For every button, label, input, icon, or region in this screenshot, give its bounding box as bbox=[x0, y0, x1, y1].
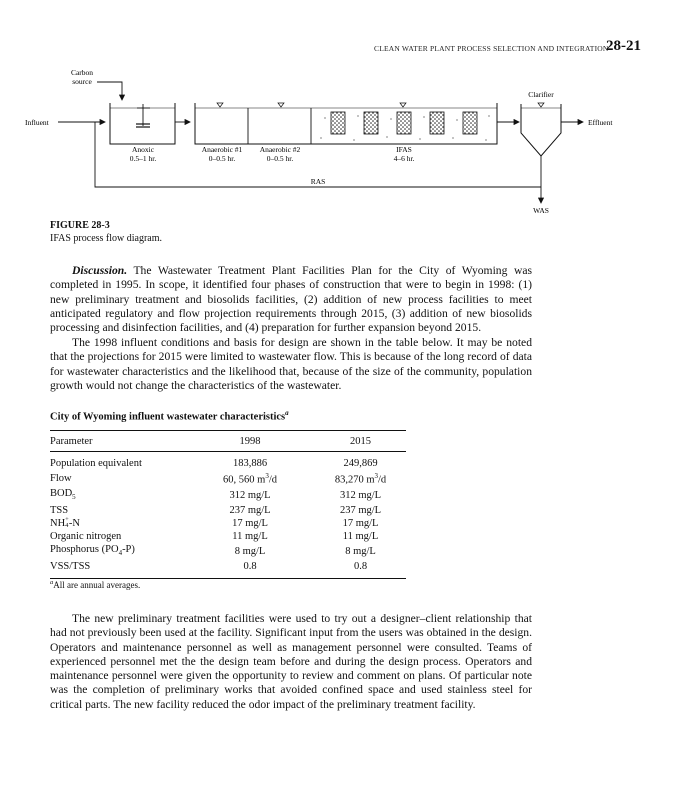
ifas-media-icon bbox=[397, 112, 411, 134]
ifas-media-icon bbox=[430, 112, 444, 134]
closing-paragraph: The new preliminary treatment facilities were used to try out a designer–client relationship that had not previously been used at the facility. Significant input from the users was obtained in the design. Operators and maintenance personnel as well as management personnel were consulted. Teams of experienced personnel met the the design team before and during the design process. Operators and maintenance personnel were given the opportunity to review and comment on plans. Of particular note was the completion of preliminary works that avoided confined space and used stainless steel for critical parts. The new facility reduced the odor impact of the preliminary treatment facility. bbox=[50, 612, 532, 711]
water-level-icon bbox=[217, 103, 223, 107]
table-header-1998: 1998 bbox=[239, 436, 261, 447]
table-row: VSS/TSS 0.8 0.8 bbox=[50, 560, 406, 579]
zone-ifas-name: IFAS bbox=[396, 145, 412, 154]
water-level-icon bbox=[278, 103, 284, 107]
zone-anoxic-name: Anoxic bbox=[131, 145, 155, 154]
table-header-row bbox=[50, 431, 406, 452]
was-label: WAS bbox=[533, 206, 549, 215]
table-row: Flow 60, 560 $m^3/d$ 83,270 $m^3/d$ bbox=[50, 472, 387, 486]
carbon-source-label-line1: Carbon bbox=[70, 68, 94, 77]
discussion-lead: Discussion. bbox=[72, 264, 128, 277]
discussion-paragraph-1: Discussion. The Wastewater Treatment Plant Facilities Plan for the City of Wyoming was completed in 1995. In scope, it identified four phases of construction that were to begin in 1998: (1) new preliminary treatment and biosolids facilities, (2) addition of new process facilities to meet anticipated regulatory and flow projection requirements through 2015, (3) addition of new biosolids processing and disinfection facilities, and (4) preparation for further expansion beyond 2015. bbox=[50, 264, 532, 335]
influent-label: Influent bbox=[25, 118, 49, 127]
ifas-media-icon bbox=[364, 112, 378, 134]
zone-anaerobic1-name: Anaerobic #1 bbox=[201, 145, 243, 154]
table-header-2015: 2015 bbox=[350, 436, 371, 447]
table-row: NH + 4 -N 17 mg/L 17 mg/L bbox=[50, 516, 379, 530]
influent-characteristics-table bbox=[50, 430, 406, 579]
carbon-feed-arrow bbox=[97, 82, 122, 100]
main-reactor-tank bbox=[195, 103, 497, 144]
clarifier-tank bbox=[521, 104, 561, 156]
table-title: City of Wyoming influent wastewater characteristics$^a$ bbox=[50, 409, 289, 423]
table-row: $BOD_5$ 312 mg/L 312 mg/L bbox=[50, 487, 382, 501]
figure-caption: IFAS process flow diagram. bbox=[50, 233, 163, 244]
carbon-source-label-line2: source bbox=[72, 77, 92, 86]
zone-anaerobic1-time: 0–0.5 hr. bbox=[208, 154, 236, 163]
table-header-parameter: Parameter bbox=[50, 436, 93, 447]
table-row: TSS 237 mg/L 237 mg/L bbox=[50, 504, 382, 516]
table-row: Population equivalent 183,886 249,869 bbox=[50, 458, 378, 469]
figure-label: FIGURE 28-3 bbox=[50, 220, 110, 231]
water-level-icon bbox=[400, 103, 406, 107]
effluent-label: Effluent bbox=[588, 118, 613, 127]
water-level-icon bbox=[538, 103, 544, 107]
table-row: Phosphorus $(PO_4-P)$ 8 mg/L 8 mg/L bbox=[50, 543, 376, 557]
zone-anoxic-time: 0.5–1 hr. bbox=[129, 154, 157, 163]
zone-anaerobic2-name: Anaerobic #2 bbox=[259, 145, 301, 154]
discussion-paragraph-2: The 1998 influent conditions and basis for design are shown in the table below. It may be noted that the projections for 2015 were limited to wastewater flow. This is because of the long record of data for wastewater characteristics and the likelihood that, because of the size of the community, population growth would not change the characteristics of the wastewater. bbox=[50, 336, 532, 392]
ifas-media-icon bbox=[331, 112, 345, 134]
zone-ifas-time: 4–6 hr. bbox=[393, 154, 415, 163]
clarifier-label: Clarifier bbox=[528, 90, 554, 99]
running-header-title: CLEAN WATER PLANT PROCESS SELECTION AND INTEGRATION bbox=[374, 44, 609, 53]
ras-label: RAS bbox=[310, 177, 326, 186]
page-number: 28-21 bbox=[606, 38, 641, 54]
ifas-media-icon bbox=[463, 112, 477, 134]
zone-anaerobic2-time: 0–0.5 hr. bbox=[266, 154, 294, 163]
ifas-process-diagram bbox=[0, 60, 689, 220]
table-footnote: $^a$All are annual averages. bbox=[50, 579, 141, 590]
table-row: Organic nitrogen 11 mg/L 11 mg/L bbox=[50, 530, 379, 542]
